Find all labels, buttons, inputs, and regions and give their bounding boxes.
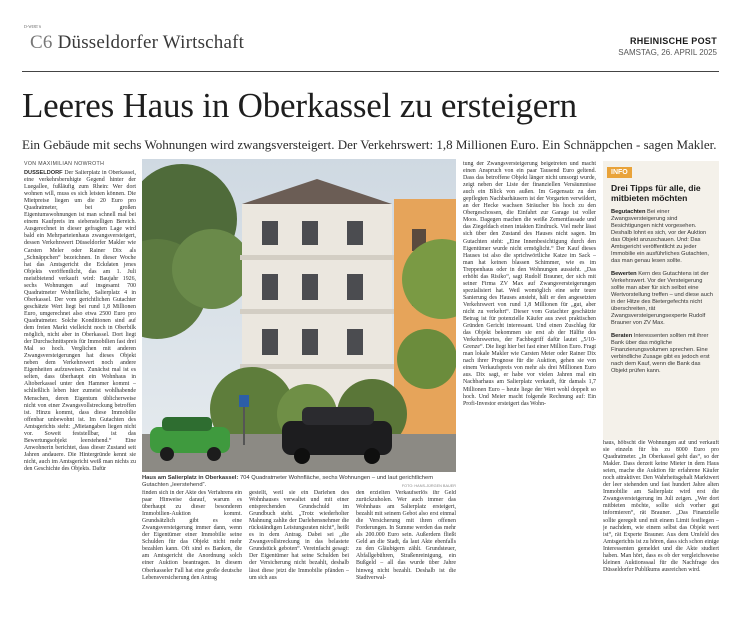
tip-heading: Beraten — [611, 333, 633, 339]
header-rule — [22, 71, 719, 72]
house-photo-illustration — [142, 159, 456, 472]
article-deck: Ein Gebäude mit sechs Wohnungen wird zwangsversteigert. Der Verkehrswert: 1,8 Millionen Euro. Ein Schnäppchen - sagen Makler. — [22, 137, 717, 152]
article-column-3: gestellt, weil sie ein Darlehen des Wohnhauses verwaltet und mit einer entsprechenden Grundschuld im Grundbuch steht. „Trotz wiederholter Mahnung zahlte der Darlehensnehmer die rückständigen Leistungsraten nicht“, heißt es in dem Antrag. Dabei sei „die Zwangsvollstreckung in das belastete Grundstück geboten“. Vereinfacht gesagt: Der Eigentümer hat seine Schulden bei der Versicherung nicht bezahlt, deshalb lässt diese jetzt die Immobilie pfänden – um sich aus — [249, 490, 349, 581]
photo-credit: FOTO: HANS-JÜRGEN BAUER — [401, 484, 456, 488]
tip-text: Bei einer Zwangsversteigerung sind Besichtigungen nicht vorgesehen. Deshalb lohnt es sich, vor der Auktion das Objekt anzuschauen. Und: Das Amtsgericht veröffentlicht zu jeder Immobilie ein ausführliches Gutachten, das man genau lesen sollte. — [611, 209, 710, 264]
article-column-4: den erzielten Verkaufserlös ihr Geld zurückzuholen. Wer auch immer das Wohnhaus am Salierplatz ersteigert, bezahlt mit seinem Gebot also erst einmal die Versicherung mit ihren offenen Forderungen. In Summe werden das mehr als 200.000 Euro sein. Außerdem fließt Geld an die Stadt, da laut Akte ebenfalls zu den Gläubigern zählt. Grundsteuer, Abfallgebühren, Straßenreinigung, ein Bußgeld – all das wurde über Jahre hinweg nicht bezahlt. Deshalb ist die Stadtverwal- — [356, 490, 456, 581]
tip-heading: Bewerten — [611, 271, 637, 277]
dateline: DÜSSELDORF — [24, 170, 63, 176]
tip-text: Interessenten sollten mit ihrer Bank über das mögliche Finanzierungsvolumen sprechen. Eine verbindliche Zusage gibt es jedoch erst nach dem Kauf, wenn die Bank das Objekt prüfen kann. — [611, 333, 710, 374]
caption-text: 704 Quadratmeter Wohnfläche, sechs Wohnungen – und laut gerichtlichem Gutachten „leerstehend“. — [142, 475, 434, 488]
department-heading — [30, 32, 244, 54]
article-column-6: haus, höbscht die Wohnungen auf und verkauft sie einzeln für bis zu 8000 Euro pro Quadratmeter. „In Oberkassel geht das“, so der Makler. Dass derzeit keine Mieter in dem Haus seien, mache die Auktion für erfahrene Käufer noch attraktiver. Den Wahrheitsgehalt Marktwert der leer stehenden und fast hundert Jahre alten Immobilie am Salierplatz wird erst die Zwangsversteigerung im Juli zeigen. „Wer dort mitbieten möchte, sollte sich vorher gut informieren“, rät Brauner. „Das Finanzielle sollte geregelt und mit einem Limit festliegen – je nachdem, wie einem selbst das Objekt wert ist“, rät Experte Brauner. Aus dem Umfeld des Amtsgerichts ist zu hören, dass sich schon einige Interessenten gemeldet und die Akte studiert haben. Man hört, dass es ob der vergleichsweise kleinen Auktionssaal für die Nachfrage des Düsseldorfer Publikums ausreichen wird. — [603, 440, 719, 612]
info-tip — [611, 333, 714, 375]
info-label: INFO — [607, 167, 632, 178]
article-column-2: finden sich in der Akte des Verfahrens ein paar Hinweise darauf, warum es überhaupt zu dieser besonderen Immobilien-Auktion kommt. Grundsätzlich gibt es eine Zwangsversteigerung immer dann, wenn der Eigentümer einer Immobilie seine Schulden für das Objekt nicht mehr bezahlen kann. Oft sind es Banken, die am Amtsgericht die Anordnung solch einer Auktion beantragen. In diesem Oberkasseler Fall hat eine große deutsche Lebensversicherung den Antrag — [142, 490, 242, 581]
byline: VON MAXIMILIAN NOWROTH — [24, 161, 105, 167]
issue-date: SAMSTAG, 26. APRIL 2025 — [618, 48, 717, 57]
article-photo — [142, 159, 456, 472]
page-code: D-WIRT 6 — [24, 24, 42, 29]
tip-heading: Begutachten — [611, 209, 646, 215]
department-title: Düsseldorfer Wirtschaft — [57, 32, 245, 53]
info-tip — [611, 209, 714, 265]
tip-text: Kern des Gutachtens ist der Verkehrswert. Vor der Versteigerung sollte man aber für sich selbst eine Wertvorstellung treffen – und diese auch in der Hitze des Bietergefechts nicht überschreiten, rät Zwangsversteigerungsexperte Rudolf Brauner von ZV Max. — [611, 271, 713, 326]
caption-lead: Haus am Salierplatz in Oberkassel: — [142, 475, 239, 481]
masthead — [618, 36, 717, 57]
info-tip — [611, 271, 714, 327]
column-1-text: Der Salierplatz in Oberkassel, eine verkehrsberuhigte Gegend hinter der Luegallee, fußläufig zum Rhein: Wer dort wohnen will, muss es sich leisten können. Die Mietpreise liegen um die 20 Euro pro Quadratmeter, bei großen Eigentumswohnungen ist man schnell mal bei einem Kaufpreis im siebenstelligen Bereich. Ausgerechnet in dieser gefragten Lage wird bald ein Mehrparteienhaus zwangsversteigert, dessen Verkehrswert Düsseldorfer Makler wie Carsten Meler oder Rainer Dix als „Schnäppchen“ bezeichnen. In dieser Woche hat das Amtsgericht die Eckdaten jenes Objekts veröffentlicht, das am 1. Juli meistbietend verkauft wird: Baujahr 1926, sechs Wohnungen auf insgesamt 700 Quadratmeter Wohnfläche, Salierplatz 4 in Oberkassel. Der vom gerichtlichen Gutachter geschätzte Wert liegt bei rund 1,8 Millionen Euro, umgerechnet also etwa 2500 Euro pro Quadratmeter. Solche Konditionen sind auf dem freien Markt vielleicht noch in Oberbilk möglich, nicht aber in Oberkassel. Dort liegt der Durchschnittspreis für Immobilien fast drei Mal so hoch. Verglichen mit anderen Zwangsversteigerungen hat dieses Objekt neben dem Verkehrswert noch andere Eigenheiten aufzuweisen. Zunächst mal ist es selten, dass überhaupt ein Wohnhaus in Altoberkassel unter den Hammer kommt – schließlich leben hier zumeist wohlhabende Menschen, deren Eigentum üblicherweise nicht von einer Zwangsvollstreckung betroffen ist. Hinzu kommt, dass diese Immobilie offenbar unbewohnt ist. Im Gutachten des Amtsgerichts steht: „Mietangaben liegen nicht vor. Soweit feststellbar, ist das Bewertungsobjekt leerstehend.“ Eine Anwohnerin berichtet, dass dieser Zustand seit Jahren andauere. Die Hintergründe kennt sie nicht, auch im Amtsgericht weiß man nichts zu den Geschichte des Objekts. Dafür — [24, 170, 136, 472]
page-number: C6 — [30, 32, 53, 53]
publication-logo: RHEINISCHE POST — [629, 36, 717, 46]
article-column-5: tung der Zwangsversteigerung beigetreten und macht einen Anspruch von ein paar Tausend Euro geltend. Dass das betroffene Objekt länger nicht umsorgt wurde, zeigt neben der Liste der finanziellen Versäumnisse auch ein Blick von außen. Im Gegensatz zu den gepflegten Nachbarhäusern ist der Vorgarten verwildert, an der Hecke wachsen Sträucher bis hoch zu den Obergeschossen, die Einfahrt zur Garage ist voller Moos. Dagegen machen die weiße Zementfassade und das Ziegeldach einen intakten Eindruck. Viel mehr lässt sich über den Zustand des Hauses nicht sagen. Im Gutachten steht: „Eine Innenbesichtigung durch den Eigentümer wurde nicht ermöglicht.“ Der Kauf dieses Hauses ist also die sprichwörtliche Katze im Sack – man hat keinen blassen Schimmer, wie es im Treppenhaus oder in den Wohnungen aussieht. „Das erhöht das Risiko“, sagt Rudolf Brauner, der sich mit seiner Firma ZV Max auf Zwangsversteigerungen spezialisiert hat. Weil womöglich eine sehr teure Sanierung des Hauses ansteht, hält er den angesetzten Verkehrswert von rund 1,8 Millionen für „gut, aber nicht zu verkehrt“. Dieser vom Gutachter geschätzte Betrag ist für potenzielle Käufer aus zwei praktischen Gründen Gericht interessant. Und einen Zuschlag für das Objekt bekommen sie erst ab der Hälfte des Verkehrswertes, der Fachbegriff dafür lautet „5/10-Grenze“. Die liegt hier bei fast einer Million Euro. Fragt man lokale Makler wie Carsten Meier oder Rainer Dix nach ihrer Prognose für die Auktion, gehen sie von einem Verkaufspreis von mehr als drei Millionen Euro aus. Dix sagt, er habe vor vielen Jahren mal ein Nachbarhaus am Salierplatz verkauft, für damals 1,7 Millionen Euro – heute liege der Wert wohl doppelt so hoch. Und Meier macht folgende Rechnung auf: Ein Profi-Investor ersteigert das Wohn- — [463, 161, 596, 407]
info-title: Drei Tipps für alle, die mitbieten möchten — [611, 183, 701, 203]
article-headline: Leeres Haus in Oberkassel zu ersteigern — [22, 86, 577, 125]
article-column-1 — [24, 170, 136, 612]
